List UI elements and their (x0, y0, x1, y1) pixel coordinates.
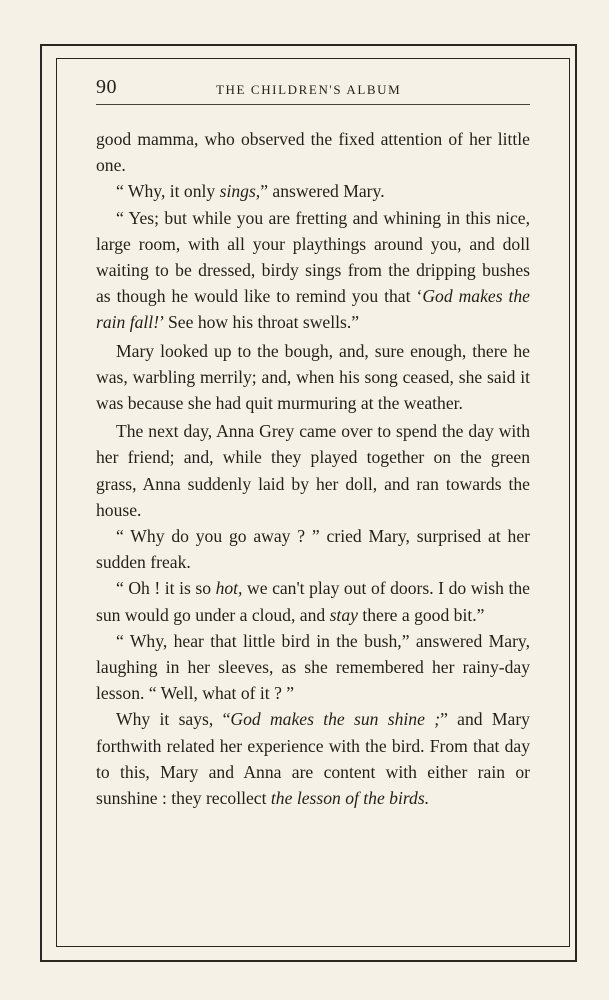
border-inner-top (56, 58, 570, 59)
emphasis-text: sings, (219, 181, 261, 202)
header-rule (96, 104, 530, 105)
paragraph-text: “ Oh ! it is so (116, 578, 216, 599)
border-outer-right (575, 44, 577, 962)
border-outer-bottom (40, 960, 577, 962)
paragraph-6 (96, 523, 530, 575)
paragraph-5 (96, 418, 530, 523)
paragraph-text: “ Why do you go away ? ” cried Mary, surprised at her sudden freak. (96, 526, 530, 573)
paragraph-4 (96, 338, 530, 417)
paragraph-2 (96, 178, 530, 204)
border-inner-bottom (56, 946, 570, 947)
border-outer-left (40, 44, 42, 962)
paragraph-text: ’ See how his throat swells.” (159, 312, 360, 333)
emphasis-text: the lesson of the birds. (270, 788, 430, 809)
paragraph-9 (96, 706, 530, 811)
emphasis-text: stay (329, 604, 358, 625)
body-text (96, 126, 530, 811)
emphasis-text: God makes the rain fall! (96, 286, 530, 333)
paragraph-text: Why it says, “ (116, 709, 231, 730)
paragraph-1 (96, 126, 530, 178)
paragraph-text: The next day, Anna Grey came over to spend the day with her friend; and, while they played together on the green grass, Anna suddenly laid by her doll, and ran towards the house. (96, 421, 530, 520)
border-inner-left (56, 58, 57, 947)
paragraph-8 (96, 628, 530, 707)
paragraph-text: there a good bit.” (357, 604, 485, 625)
page-number: 90 (96, 76, 117, 98)
emphasis-text: hot, (215, 578, 243, 599)
border-outer-top (40, 44, 577, 46)
paragraph-3 (96, 205, 530, 336)
paragraph-text: good mamma, who observed the fixed attention of her little one. (96, 129, 530, 176)
paragraph-text: “ Why, it only (116, 181, 220, 202)
emphasis-text: God makes the sun shine ; (230, 709, 441, 730)
paragraph-text: “ Why, hear that little bird in the bush,” answered Mary, laughing in her sleeves, as she remembered her rainy-day lesson. “ Well, what of it ? ” (96, 630, 530, 704)
running-head: THE CHILDREN'S ALBUM (216, 82, 402, 97)
paragraph-text: Mary looked up to the bough, and, sure enough, there he was, warbling merrily; and, when his song ceased, she said it was because she had quit murmuring at the weather. (96, 340, 530, 414)
paragraph-text: ” answered Mary. (260, 181, 385, 202)
paragraph-text: we can't play out of doors. I do wish the sun would go under a cloud, and (96, 578, 530, 625)
paragraph-7 (96, 575, 530, 627)
border-inner-right (569, 58, 570, 947)
paragraph-text: ” and Mary forthwith related her experience with the bird. From that day to this, Mary and Anna are content with either rain or sunshine : they recollect (96, 709, 530, 809)
paragraph-text: “ Yes; but while you are fretting and whining in this nice, large room, with all your playthings around you, and doll waiting to be dressed, birdy sings from the dripping bushes as though he would like to remind you that ‘ (96, 207, 530, 307)
